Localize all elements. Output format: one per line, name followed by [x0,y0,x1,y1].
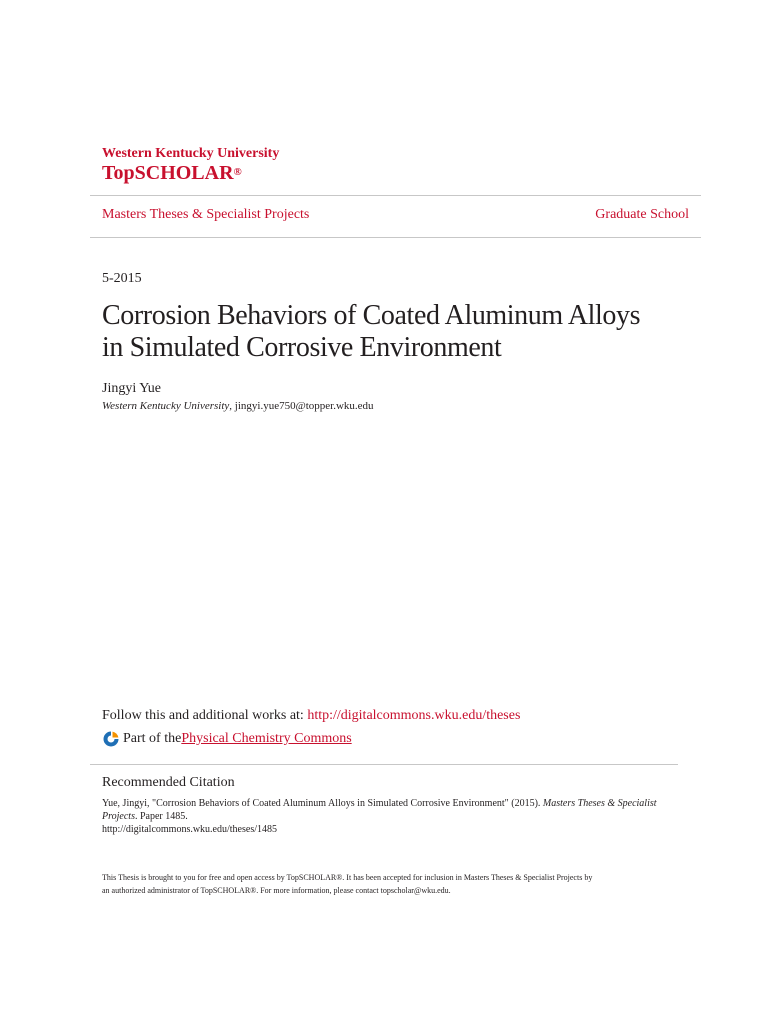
affiliation-name: Western Kentucky University [102,400,230,412]
access-statement [102,871,672,897]
physical-chemistry-commons-link[interactable]: Physical Chemistry Commons [181,731,352,746]
collection-link[interactable]: Masters Theses & Specialist Projects [102,207,310,222]
citation-heading: Recommended Citation [102,775,235,790]
university-name: Western Kentucky University [102,146,280,161]
repository-name: TopSCHOLAR® [102,162,242,184]
follow-label: Follow this and additional works at: [102,708,308,723]
citation-series: Masters Theses & Specialist Projects [102,798,657,822]
paper-title-line-1: Corrosion Behaviors of Coated Aluminum Alloys [102,300,641,331]
author-affiliation [102,400,374,412]
part-of-line [102,730,352,748]
access-statement-line-1: This Thesis is brought to you for free and open access by TopSCHOLAR®. It has been accepted for inclusion in Masters Theses & Specialist Projects by [102,873,593,882]
access-statement-line-2: an authorized administrator of TopSCHOLAR®. For more information, please contact topscholar@wku.edu. [102,886,451,895]
author-name: Jingyi Yue [102,381,161,396]
nav-divider [90,237,701,238]
header-divider [90,195,701,196]
citation-url: http://digitalcommons.wku.edu/theses/1485 [102,824,277,835]
digital-commons-network-icon [102,730,120,748]
citation-divider [90,764,678,765]
follow-line [102,708,520,724]
theses-collection-url[interactable]: http://digitalcommons.wku.edu/theses [307,708,521,723]
citation-text [102,797,662,836]
paper-title-line-2: in Simulated Corrosive Environment [102,332,502,363]
author-email: , jingyi.yue750@topper.wku.edu [229,400,374,412]
paper-title [102,300,722,364]
citation-paper-number: . Paper 1485. [134,811,188,822]
graduate-school-link[interactable]: Graduate School [595,207,689,222]
publication-date: 5-2015 [102,271,142,286]
part-of-label: Part of the [123,731,182,746]
citation-main: Yue, Jingyi, "Corrosion Behaviors of Coated Aluminum Alloys in Simulated Corrosive Environment" (2015). [102,798,543,809]
